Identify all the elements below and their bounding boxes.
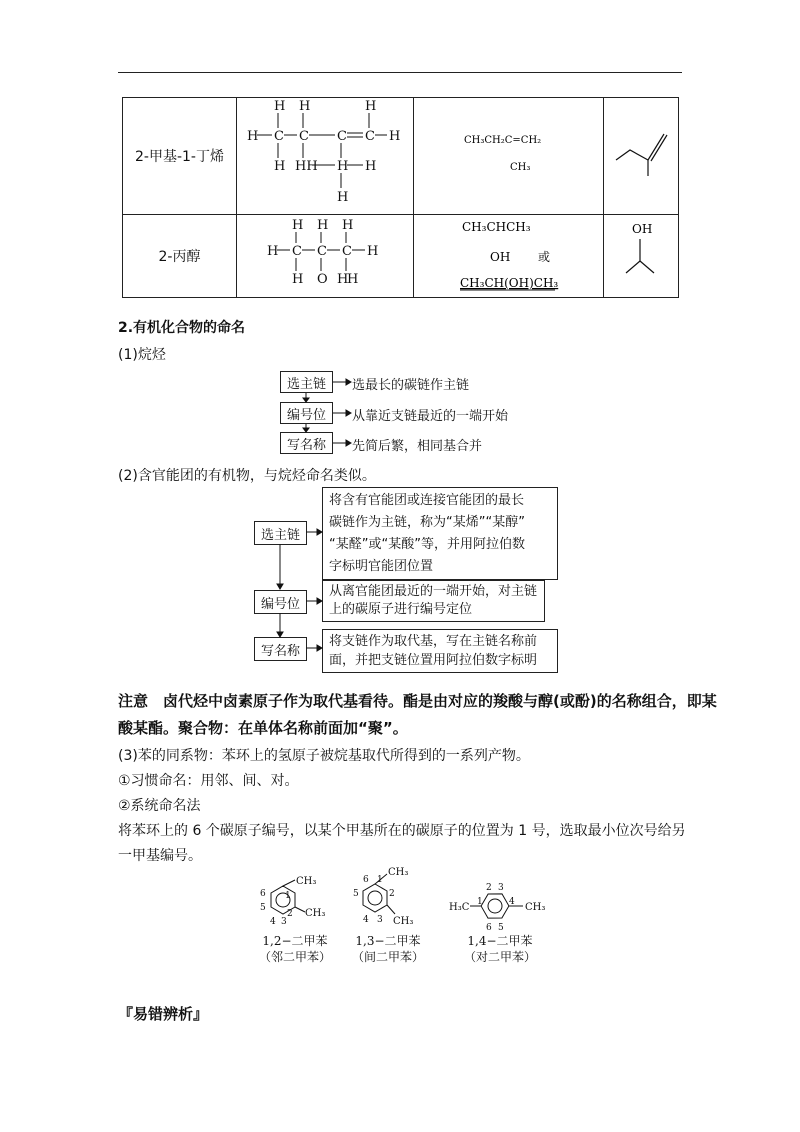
atom-label: H <box>247 129 259 144</box>
position-number: 5 <box>260 903 266 913</box>
atom-label: C <box>292 244 302 259</box>
position-number: 6 <box>486 923 492 932</box>
condensed-alt: CH₃CH(OH)CH₃ <box>460 276 559 290</box>
section-title: 『易错辨析』 <box>118 1005 209 1023</box>
substituent-label: CH₃ <box>388 867 409 878</box>
table-row <box>123 98 679 215</box>
note-line: 酸某酯。聚合物：在单体名称前面加“聚”。 <box>118 719 408 737</box>
flow-detail-box <box>322 629 558 673</box>
condensed-main: CH₃CH₂C=CH₂ <box>464 135 542 146</box>
condensed-branch: CH₃ <box>510 162 531 173</box>
detail-line: 上的碳原子进行编号定位 <box>329 602 473 617</box>
atom-label: H <box>389 129 401 144</box>
structure-table <box>122 97 679 298</box>
condensed-formula <box>414 98 604 215</box>
molecule-name: 1,3−二甲苯 <box>355 934 421 948</box>
atom-label: O <box>317 272 328 287</box>
position-number: 3 <box>498 883 504 893</box>
alkene-skeletal-icon <box>604 98 679 214</box>
atom-label: H <box>342 218 354 233</box>
molecule-common-name: （邻二甲苯） <box>258 950 331 964</box>
note-line: 注意 卤代烃中卤素原子作为取代基看待。酯是由对应的羧酸与醇(或酚)的名称组合，即某 <box>118 692 717 710</box>
position-number: 4 <box>363 915 369 925</box>
position-number: 6 <box>363 875 369 885</box>
flow-box: 选主链 <box>280 371 333 393</box>
atom-label: HH <box>295 159 318 174</box>
system-desc: 一甲基编号。 <box>118 848 202 864</box>
atom-label: H <box>317 218 329 233</box>
position-number: 2 <box>389 889 395 899</box>
atom-label: H <box>267 244 279 259</box>
substituent-label: CH₃ <box>305 908 326 919</box>
flow-detail-box <box>322 580 545 622</box>
expanded-formula-svg <box>237 98 414 214</box>
top-rule <box>118 72 682 73</box>
position-number: 4 <box>270 917 276 927</box>
flow-box: 选主链 <box>254 521 307 545</box>
skeletal-label: OH <box>632 222 653 236</box>
atom-label: C <box>299 129 309 144</box>
atom-label: H <box>365 159 377 174</box>
meta-xylene-structure <box>345 862 425 934</box>
condensed-formula-svg <box>414 98 604 214</box>
flow-box: 编号位 <box>280 402 333 424</box>
atom-label: H <box>337 190 349 205</box>
expanded-formula <box>237 98 414 215</box>
flow-box: 写名称 <box>254 637 307 661</box>
atom-label: H <box>274 159 286 174</box>
substituent-label: CH₃ <box>525 902 546 913</box>
para-xylene-structure <box>445 880 555 932</box>
molecule-name: 1,4−二甲苯 <box>467 934 533 948</box>
flow-arrows <box>254 500 324 680</box>
bond-lines <box>257 113 387 188</box>
molecule-common-name: （间二甲苯） <box>351 950 424 964</box>
alcohol-skeletal-icon <box>604 215 679 297</box>
or-label: 或 <box>538 250 551 264</box>
atom-label: H <box>292 272 304 287</box>
functional-heading: (2)含官能团的有机物，与烷烃命名类似。 <box>118 468 376 484</box>
atom-label: H <box>299 99 311 114</box>
detail-line: 将含有官能团或连接官能团的最长 <box>329 493 525 508</box>
flow-desc: 先简后繁，相同基合并 <box>352 439 483 454</box>
position-number: 1 <box>477 897 483 907</box>
position-number: 5 <box>498 923 504 932</box>
flow-box: 编号位 <box>254 590 307 614</box>
position-number: 1 <box>377 875 383 885</box>
position-number: 1 <box>285 891 291 901</box>
table-row <box>123 215 679 298</box>
position-number: 3 <box>377 915 383 925</box>
ortho-xylene-structure <box>255 876 335 936</box>
position-number: 4 <box>509 897 515 907</box>
atom-label: H <box>274 99 286 114</box>
position-number: 3 <box>281 917 287 927</box>
substituent-label: CH₃ <box>393 916 414 927</box>
flow-desc: 选最长的碳链作主链 <box>352 378 470 393</box>
condensed-formula-svg <box>414 215 604 297</box>
compound-name: 2-丙醇 <box>123 215 237 298</box>
system-desc: 将苯环上的 6 个碳原子编号，以某个甲基所在的碳原子的位置为 1 号，选取最小位次号给另 <box>118 823 686 839</box>
detail-line: 面，并把支链位置用阿拉伯数字标明 <box>329 653 538 668</box>
detail-line: 将支链作为取代基，写在主链名称前 <box>329 634 538 649</box>
condensed-branch: OH <box>490 250 511 264</box>
atom-label: H <box>367 244 379 259</box>
flow-desc: 从靠近支链最近的一端开始 <box>352 409 509 424</box>
flow-arrows <box>280 370 360 460</box>
position-number: 2 <box>287 909 293 919</box>
atom-label: H <box>337 159 349 174</box>
atom-label: H <box>347 272 359 287</box>
detail-line: 字标明官能团位置 <box>329 559 434 574</box>
atom-label: C <box>365 129 375 144</box>
substituent-label: H₃C <box>449 902 470 913</box>
detail-line: 碳链作为主链，称为“某烯”“某醇” <box>329 515 525 530</box>
flow-box: 写名称 <box>280 432 333 454</box>
atom-label: H <box>337 272 349 287</box>
benzene-heading: (3)苯的同系物：苯环上的氢原子被烷基取代所得到的一系列产物。 <box>118 748 530 764</box>
position-number: 2 <box>486 883 492 893</box>
atom-label: H <box>292 218 304 233</box>
molecule-name: 1,2−二甲苯 <box>262 934 328 948</box>
flow-detail-box <box>322 487 558 580</box>
system-naming: ②系统命名法 <box>118 798 201 814</box>
atom-label: C <box>274 129 284 144</box>
substituent-label: CH₃ <box>296 876 317 887</box>
compound-name: 2-甲基-1-丁烯 <box>123 98 237 215</box>
section-title: 2.有机化合物的命名 <box>118 320 246 336</box>
atom-label: H <box>365 99 377 114</box>
condensed-main: CH₃CHCH₃ <box>462 220 531 234</box>
atom-label: C <box>342 244 352 259</box>
atom-label: C <box>317 244 327 259</box>
position-number: 5 <box>353 889 359 899</box>
expanded-formula-svg <box>237 215 414 297</box>
habit-naming: ①习惯命名：用邻、间、对。 <box>118 773 299 789</box>
atom-label: C <box>337 129 347 144</box>
expanded-formula <box>237 215 414 298</box>
detail-line: 从离官能团最近的一端开始，对主链 <box>329 584 538 599</box>
detail-line: “某醛”或“某酸”等，并用阿拉伯数 <box>329 537 525 552</box>
alkane-heading: (1)烷烃 <box>118 347 166 363</box>
skeletal-formula <box>604 98 679 215</box>
skeletal-formula <box>604 215 679 298</box>
molecule-common-name: （对二甲苯） <box>463 950 536 964</box>
condensed-formula <box>414 215 604 298</box>
position-number: 6 <box>260 889 266 899</box>
